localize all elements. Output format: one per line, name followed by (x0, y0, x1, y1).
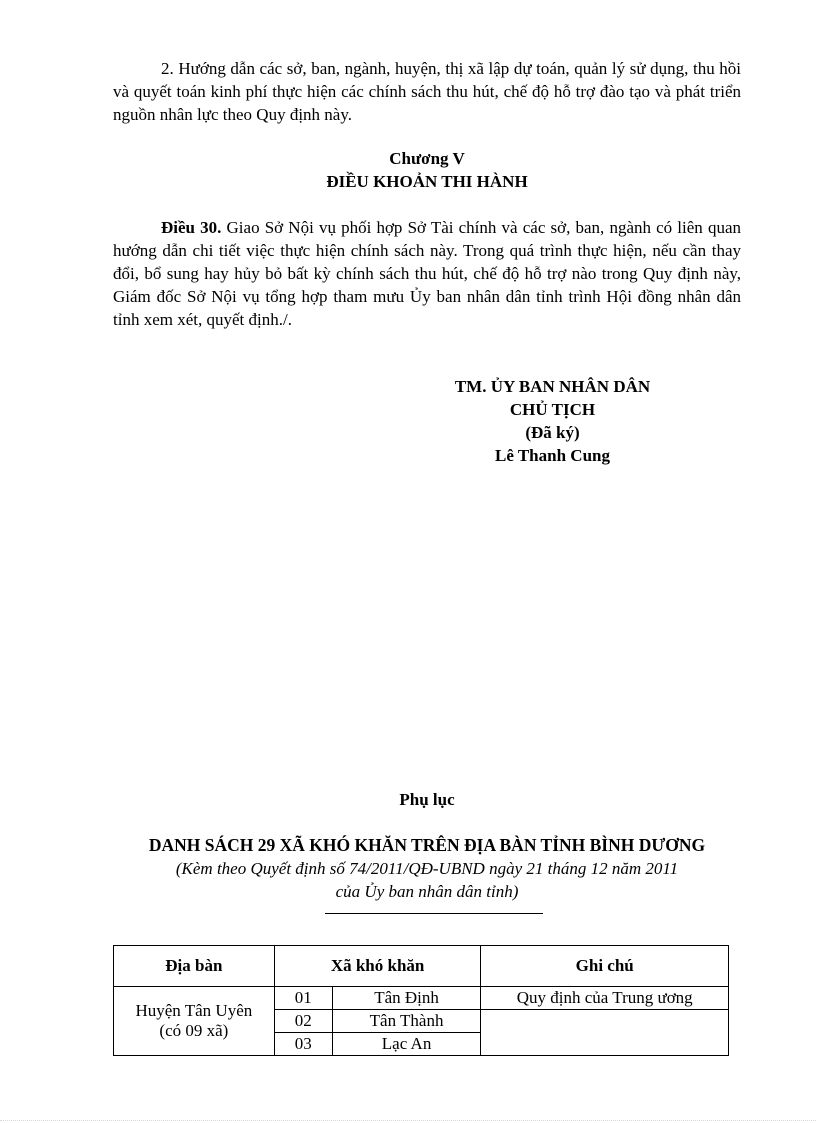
signature-org: TM. ỦY BAN NHÂN DÂN (454, 377, 651, 396)
appendix-subtitle-2: của Ủy ban nhân dân tỉnh) (335, 882, 519, 901)
district-cell (114, 987, 275, 1056)
district-name: Huyện Tân Uyên (135, 1001, 253, 1020)
paragraph-line: 2. Hướng dẫn các sở, ban, ngành, huyện, thị xã lập dự toán, quản lý sử dụng, (161, 59, 689, 78)
signature-position: CHỦ TỊCH (509, 400, 596, 419)
chapter-title: ĐIỀU KHOẢN THI HÀNH (326, 172, 528, 191)
row-number: 03 (274, 1033, 332, 1056)
paragraph-item-2 (113, 57, 741, 126)
paragraph-line: trong Quy định này, Giám đốc Sở Nội vụ tổng hợp tham mưu Ủy ban nhân dân tỉnh (113, 264, 742, 306)
paragraph-line: thu hồi và quyết toán kinh phí thực hiện các chính sách thu hút, chế độ hỗ trợ đào (113, 59, 742, 101)
signature-block (430, 375, 675, 467)
paragraph-line: nếu cần thay đổi, bổ sung hay hủy bỏ bất kỳ chính sách thu hút, chế độ hỗ trợ nào (113, 241, 742, 283)
paragraph-line: Giao Sở Nội vụ phối hợp Sở Tài chính và các sở, ban, ngành có liên (221, 218, 703, 237)
commune-name: Lạc An (332, 1033, 481, 1056)
signature-signed: (Đã ký) (525, 423, 580, 442)
note-cell-empty (481, 1010, 729, 1056)
appendix-title: DANH SÁCH 29 XÃ KHÓ KHĂN TRÊN ĐỊA BÀN TỈNH BÌNH DƯƠNG (148, 835, 706, 855)
paragraph-line: tạo và phát triển nguồn nhân lực theo Quy định này. (113, 82, 741, 124)
article-30 (113, 216, 741, 331)
table-row (114, 987, 729, 1010)
article-label: Điều 30. (161, 218, 222, 237)
paragraph-line: quan hướng dẫn chi tiết việc thực hiện chính sách này. Trong quá trình thực hiện, (113, 218, 741, 260)
title-underline (325, 913, 543, 914)
appendix-heading: Phụ lục (399, 790, 455, 809)
row-number: 01 (274, 987, 332, 1010)
row-number: 02 (274, 1010, 332, 1033)
page-edge-line (0, 1120, 816, 1121)
district-count: (có 09 xã) (159, 1021, 229, 1040)
signature-name: Lê Thanh Cung (495, 446, 610, 465)
commune-name: Tân Định (332, 987, 481, 1010)
header-note: Ghi chú (481, 946, 729, 987)
paragraph-line: trình Hội đồng nhân dân tỉnh xem xét, quyết định./. (113, 287, 742, 329)
communes-table (113, 945, 729, 1056)
table-header-row (114, 946, 729, 987)
commune-name: Tân Thành (332, 1010, 481, 1033)
header-area: Địa bàn (114, 946, 275, 987)
appendix-subtitle-1: (Kèm theo Quyết định số 74/2011/QĐ-UBND ngày 21 tháng 12 năm 2011 (175, 859, 679, 878)
chapter-number: Chương V (389, 149, 465, 168)
note-cell: Quy định của Trung ương (481, 987, 729, 1010)
header-communes: Xã khó khăn (274, 946, 481, 987)
